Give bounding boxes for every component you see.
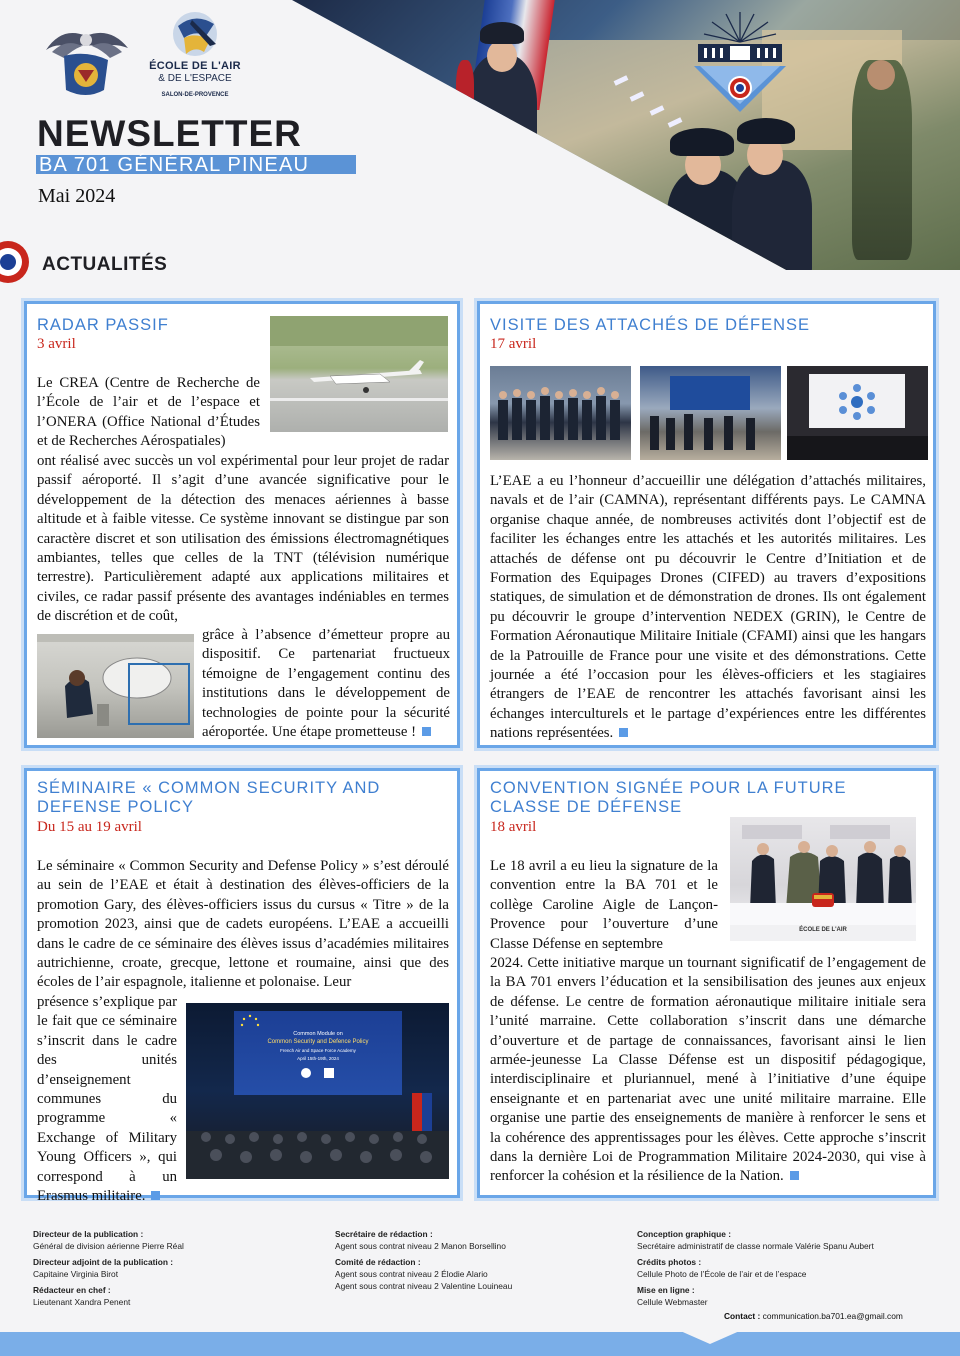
article-title-line1: CONVENTION SIGNÉE POUR LA FUTURE	[490, 779, 847, 797]
credit-name: Agent sous contrat niveau 2 Valentine Louineau	[335, 1281, 513, 1291]
credit-name: Général de division aérienne Pierre Réal	[33, 1241, 184, 1251]
section-title: ACTUALITÉS	[42, 254, 168, 275]
end-square-icon	[151, 1191, 160, 1200]
article-title	[490, 779, 847, 817]
credit-role: Secrétaire de rédaction :	[335, 1229, 433, 1239]
school-emblem-icon	[140, 10, 250, 60]
article-title: VISITE DES ATTACHÉS DE DÉFENSE	[490, 316, 811, 334]
group-photo	[490, 366, 631, 460]
article-text-top: Le 18 avril a eu lieu la signature de la convention entre la BA 701 et le collège Caroline Aigle de Lançon-Provence pour l’ouverture d’une Classe Défense en septembre	[490, 858, 718, 952]
credit-name: Cellule Photo de l’École de l’air et de l’espace	[637, 1269, 807, 1279]
article-text-side: présence s’explique par le fait que ce séminaire s’inscrit dans le cadre des unités d’enseignement communes du programme « Exchange of Military Young Officers », qui correspond à un Erasmus militaire.	[37, 994, 177, 1205]
school-name-line2: & DE L'ESPACE	[158, 73, 232, 84]
article-convention-classe-defense	[477, 768, 936, 1198]
signing-photo	[730, 817, 916, 941]
screen-text-2: Common Security and Defence Policy	[267, 1039, 369, 1045]
footer-credits-col-3	[637, 1228, 937, 1312]
screen-text-4: April 15th-19th, 2024	[297, 1056, 339, 1061]
screen-text-3: French Air and Space Force Academy	[280, 1048, 356, 1053]
article-text-side: grâce à l’absence d’émetteur propre au dispositif. Ce partenariat fructueux témoigne de l’engagement continu des institutions dans le développement de technologies de pointe pour la sécurité aéroportée. Une étape prometteuse !	[202, 627, 450, 741]
seminar-amphitheatre-photo	[186, 1003, 449, 1179]
article-text: L’EAE a eu l’honneur d’accueillir une délégation d’attachés militaires, navals et de l’air (CAMNA), représentant différents pays. Le CAMNA organise chaque année, de nombreuses activités dont l’objectif est de faciliter les échanges entre les attachés et les autorités militaires. Les attachés de défense ont pu découvrir le Centre d’Initiation et de Formation des Equipages Drones (CIFED) au travers d’expositions statiques, de simulation et de démonstration de drones. Ils ont également pu découvrir le groupe d’intervention NEDEX (GRIN), le Centre de Formation Aéronautique Militaire Initiale (CFAMI) ainsi que les hangars de la Patrouille de France pour une visite et des démonstrations. Cette journée a été l’occasion pour les élèves-officiers et les stagiaires étrangers de l’EAE de rencontrer les attachés favorisant ainsi les échanges interculturels et le partage d’expériences entre les différentes nations représentées.	[490, 473, 926, 742]
base-crest-icon	[690, 4, 790, 114]
issue-date: Mai 2024	[38, 185, 116, 207]
glider-photo	[270, 316, 448, 432]
screen-text-1: Common Module on	[293, 1031, 343, 1037]
article-visite-attaches	[477, 301, 936, 748]
credit-role: Directeur de la publication :	[33, 1229, 144, 1239]
footer	[0, 1222, 960, 1356]
school-name-line1: ÉCOLE DE L'AIR	[149, 60, 241, 72]
article-date: Du 15 au 19 avril	[37, 819, 142, 835]
article-text-top: Le CREA (Centre de Recherche de l’École de l’air et de l’espace et l’ONERA (Office National d’Études et de Recherches Aérospatiales)	[37, 375, 260, 450]
article-date: 18 avril	[490, 819, 537, 835]
article-text-main: ont réalisé avec succès un vol expérimental pour leur projet de radar passif aéroporté. Il s’agit d’une avancée significative pour le développement de la détection des menaces aériennes à basse altitude et à faible vitesse. Ce système innovant se distingue par son caractère discret et son utilisation des émissions électromagnétiques ambiantes, telles que celles de la TNT (télévision numérique terrestre). Particulièrement adapté aux applications militaires et civiles, ce radar passif présente des avantages indéniables en termes de discrétion et de coût,	[37, 453, 449, 625]
footer-credits-col-1	[33, 1228, 323, 1312]
newsletter-subtitle: BA 701 GÉNÉRAL PINEAU	[36, 155, 356, 174]
article-title	[37, 779, 380, 817]
credit-name: Agent sous contrat niveau 2 Manon Borsellino	[335, 1241, 506, 1251]
article-date: 17 avril	[490, 336, 537, 352]
hangar-photo	[640, 366, 781, 460]
credit-name: Secrétaire administratif de classe normale Valérie Spanu Aubert	[637, 1241, 874, 1251]
footer-band	[0, 1332, 960, 1356]
end-square-icon	[422, 727, 431, 736]
article-title-line2: CLASSE DE DÉFENSE	[490, 798, 683, 816]
end-square-icon	[790, 1171, 799, 1180]
roundel-icon	[0, 240, 30, 284]
radar-pod-photo	[37, 634, 194, 738]
article-seminaire-csdp	[24, 768, 460, 1205]
photo-caption: ÉCOLE DE L'AIR	[799, 927, 847, 933]
article-title: RADAR PASSIF	[37, 316, 169, 334]
contact-label: Contact :	[724, 1311, 761, 1321]
contact-email[interactable]: communication.ba701.ea@gmail.com	[762, 1311, 903, 1321]
credit-name: Capitaine Virginia Birot	[33, 1269, 119, 1279]
article-radar-passif	[24, 301, 460, 748]
school-logo	[140, 10, 250, 102]
credit-role: Comité de rédaction :	[335, 1257, 421, 1267]
school-location: SALON-DE-PROVENCE	[161, 92, 229, 98]
article-text-main: 2024. Cette initiative marque un tournant significatif de l’engagement de la BA 701 envers l’éducation et la sensibilisation des jeunes aux enjeux de défense. Le centre de formation aéronautique militaire initiale sera l’unité marraine. Cette collaboration s’inscrit dans une démarche d’ouverture et de partage de connaissances, favorisant ainsi le lien armée-jeunesse La Classe Défense est un dispositif pédagogique, interdisciplinaire et pluriannuel, mené à l’initiative d’une équipe enseignante et en partenariat avec une unité militaire marraine. Elle organise une partie des enseignements de manière à renforcer le sens et la cohérence des apprentissages pour les élèves. Cette approche s’inscrit dans la dernière Loi de Programmation Militaire 2024-2030, qui vise à renforcer la cohésion et la résilience de la Nation.	[490, 955, 926, 1185]
newsletter-title: NEWSLETTER	[37, 113, 302, 154]
credit-name: Agent sous contrat niveau 2 Élodie Alario	[335, 1269, 488, 1279]
credit-role: Rédacteur en chef :	[33, 1285, 111, 1295]
footer-notch	[660, 1322, 760, 1344]
credit-name: Cellule Webmaster	[637, 1297, 708, 1307]
header-photo-collage	[292, 0, 960, 270]
credit-role: Conception graphique :	[637, 1229, 731, 1239]
eagle-emblem-icon	[42, 20, 132, 98]
credit-name: Lieutenant Xandra Penent	[33, 1297, 131, 1307]
article-title-line2: DEFENSE POLICY	[37, 798, 195, 816]
credit-role: Mise en ligne :	[637, 1285, 695, 1295]
end-square-icon	[619, 728, 628, 737]
footer-contact	[724, 1311, 903, 1321]
presentation-photo	[787, 366, 928, 460]
credit-role: Crédits photos :	[637, 1257, 702, 1267]
article-date: 3 avril	[37, 336, 76, 352]
article-title-line1: SÉMINAIRE « COMMON SECURITY AND	[37, 779, 381, 797]
footer-credits-col-2	[335, 1228, 625, 1296]
credit-role: Directeur adjoint de la publication :	[33, 1257, 174, 1267]
article-text-main: Le séminaire « Common Security and Defense Policy » s’est déroulé au sein de l’EAE et était à destination des élèves-officiers de la promotion Gary, des élèves-officiers issus du cursus « Titre » de la promotion 2023, ainsi que de cadets européens. L’EAE a accueilli dans le cadre de ce séminaire des élèves issus d’académies militaires autrichienne, croate, grecque, lettone et roumaine, ainsi que des écoles de l’air espagnole, italienne et polonaise. Leur	[37, 858, 449, 991]
